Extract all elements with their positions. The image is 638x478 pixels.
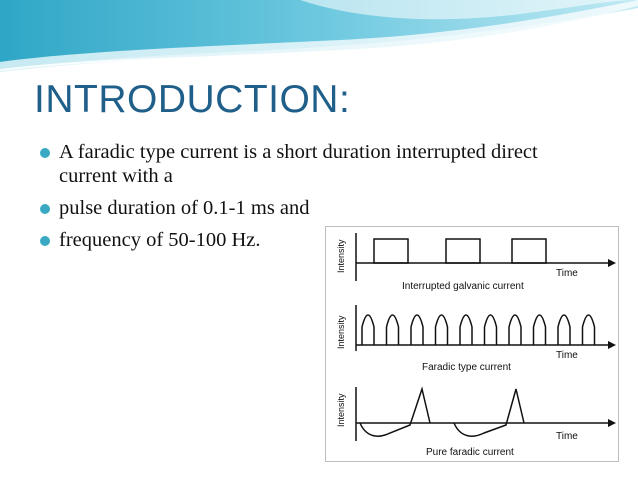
- x-axis-label: Time: [556, 350, 578, 361]
- panel-interrupted-galvanic: [336, 233, 616, 292]
- faradic-pulse-train: [362, 315, 595, 345]
- faradic-pulse: [534, 315, 546, 345]
- waveform-diagram: [326, 227, 618, 461]
- faradic-pulse: [485, 315, 497, 345]
- bullet-dot-icon: [40, 148, 50, 158]
- faradic-pulse: [387, 315, 399, 345]
- bullet-item: [40, 196, 600, 220]
- header-wave-banner: [0, 0, 638, 80]
- faradic-pulse: [558, 315, 570, 345]
- faradic-pulse: [436, 315, 448, 345]
- bullet-dot-icon: [40, 236, 50, 246]
- x-axis-label: Time: [556, 431, 578, 442]
- pulse: [512, 239, 546, 263]
- pulse: [446, 239, 480, 263]
- faradic-pulse: [411, 315, 423, 345]
- panel-faradic-type: [336, 305, 616, 373]
- x-axis-arrow: [608, 419, 616, 427]
- slide-title: INTRODUCTION:: [34, 78, 351, 121]
- panel-caption: Pure faradic current: [426, 447, 514, 458]
- x-axis-label: Time: [556, 268, 578, 279]
- current-waveform-figure: [325, 226, 619, 462]
- bullet-text: frequency of 50-100 Hz.: [59, 229, 261, 251]
- pulse: [374, 239, 408, 263]
- faradic-pulse: [362, 315, 374, 345]
- bullet-dot-icon: [40, 204, 50, 214]
- y-axis-label: Intensity: [336, 239, 346, 273]
- faradic-pulse: [509, 315, 521, 345]
- bullet-text: A faradic type current is a short duration interrupted direct current with a: [59, 141, 538, 187]
- panel-caption: Interrupted galvanic current: [402, 281, 524, 292]
- panel-pure-faradic: [336, 387, 616, 458]
- y-axis-label: Intensity: [336, 315, 346, 349]
- bullet-text: pulse duration of 0.1-1 ms and: [59, 197, 310, 219]
- faradic-pulse: [460, 315, 472, 345]
- faradic-pulse: [583, 315, 595, 345]
- bullet-item: [40, 140, 600, 188]
- x-axis-arrow: [608, 341, 616, 349]
- waveform-cycle: [454, 389, 524, 436]
- y-axis-label: Intensity: [336, 393, 346, 427]
- waveform-cycle: [360, 389, 430, 436]
- x-axis-arrow: [608, 259, 616, 267]
- panel-caption: Faradic type current: [422, 362, 511, 373]
